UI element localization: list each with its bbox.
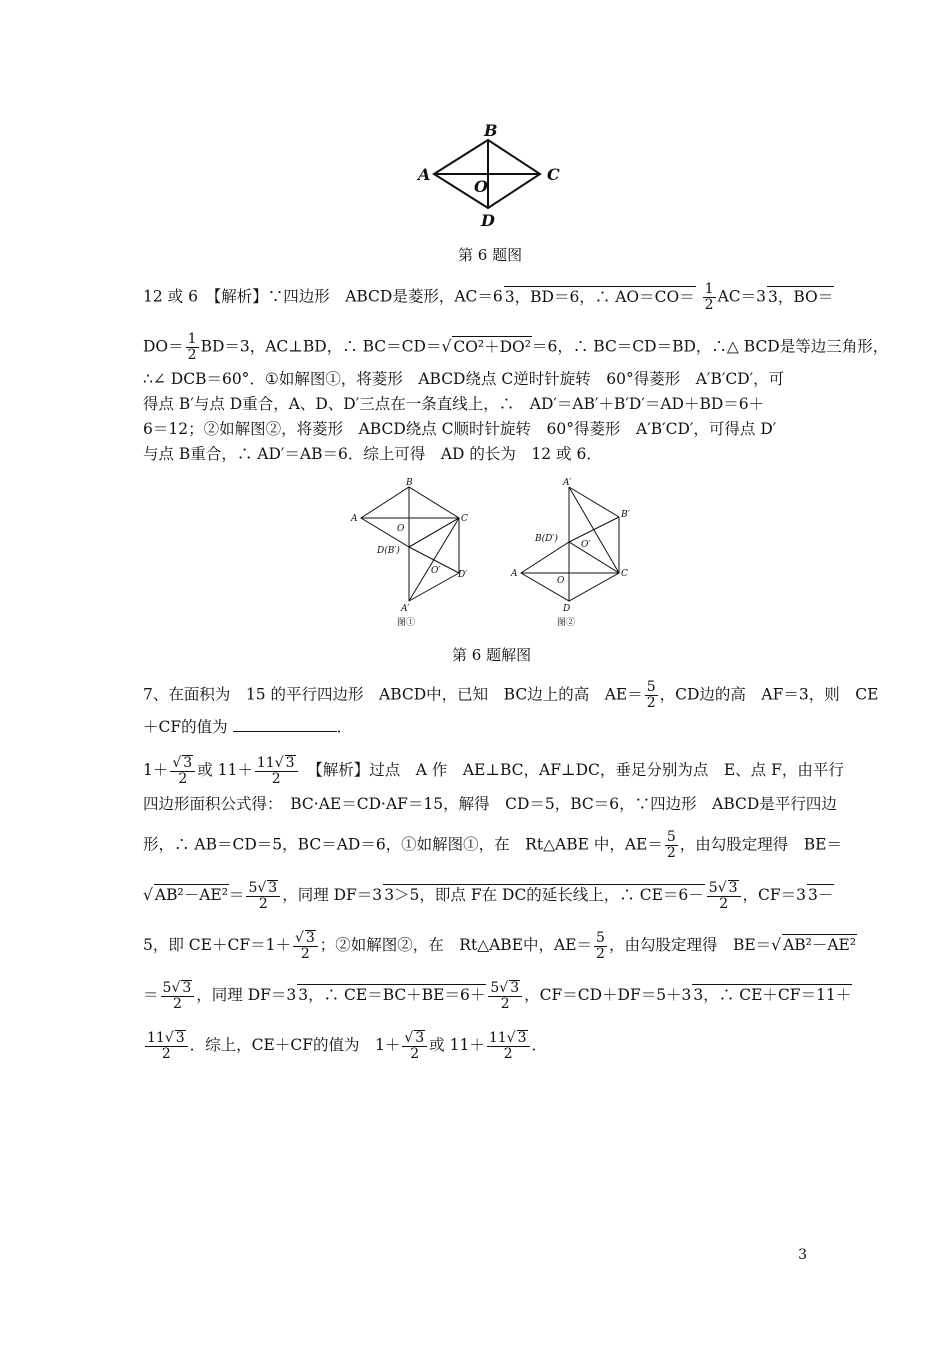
answer-blank (233, 731, 337, 732)
q7-line7: 5，即 CE＋CF＝1＋ $\frac{√ 3}{2}$ ；②如解图②，在 Rt△ABE中，AE＝ $\frac{5}{2}$ ，由勾股定理得 BE＝√ AB²－AE² (143, 929, 857, 962)
caption-fig2: 图② (557, 618, 576, 628)
q6-line6: 与点 B重合，∴ AD′＝AB＝6．综上可得 AD 的长为 12 或 6． (143, 445, 602, 463)
label-A: A (418, 165, 431, 184)
q7-line4: 四边形面积公式得： BC·AE＝CD·AF＝15，解得 CD＝5，BC＝6，∵四边形 ABCD是平行四边 (143, 795, 837, 813)
label-O: O (557, 576, 565, 586)
q6-line1: 12 或 6 【解析】∵四边形 ABCD是菱形，AC＝6 3，BD＝6，∴ AO＝CO＝ $\frac{1}{2}$ AC＝3 3，BO＝ (143, 281, 834, 313)
label-B: B (406, 478, 413, 488)
q7-line1: 7、在面积为 15 的平行四边形 ABCD中，已知 BC边上的高 AE＝ $\frac{5}{2}$ ，CD边的高 AF＝3，则 CE (143, 679, 879, 711)
q7-line9: $\frac{11√ 3}{2}$ ．综上，CE＋CF的值为 1＋ $\frac{√ 3}{2}$ 或 11＋ $\frac{11√ 3}{2}$ ． (147, 1030, 548, 1062)
q6-line5: 6＝12；②如解图②，将菱形 ABCD绕点 C顺时针旋转 60°得菱形 A′B′CD′，可得点 D′ (143, 420, 777, 438)
label-C: C (461, 514, 468, 524)
rhombus-figure (410, 120, 570, 235)
label-BD: B(D′) (535, 534, 558, 544)
label-Op: O′ (581, 540, 591, 550)
label-C: C (621, 569, 628, 579)
label-Op: O′ (431, 566, 441, 576)
q7-line6: √ AB²－AE²＝ $\frac{5√ 3}{2}$ ，同理 DF＝3 3＞5，即点 F在 DC的延长线上，∴ CE＝6－ $\frac{5√ 3}{2}$ ，CF＝3 3－ (143, 880, 834, 912)
label-A: A (351, 514, 358, 524)
q7-line5: 形，∴ AB＝CD＝5，BC＝AD＝6，①如解图①，在 Rt△ABE 中，AE＝ $\frac{5}{2}$ ，由勾股定理得 BE＝ (143, 829, 842, 861)
page-number: 3 (798, 1247, 807, 1263)
label-D: D (563, 604, 571, 614)
solution-figure-1 (345, 475, 475, 635)
label-Bp: B′ (621, 510, 630, 520)
label-O: O (474, 177, 488, 196)
q6-line2: DO＝ $\frac{1}{2}$ BD＝3，AC⊥BD，∴ BC＝CD＝√ CO²＋DO²＝6，∴ BC＝CD＝BD，∴△ BCD是等边三角形， (143, 331, 889, 363)
q6-line4: 得点 B′与点 D重合，A、D、D′三点在一条直线上，∴ AD′＝AB′＋B′D′＝AD＋BD＝6＋ (143, 395, 765, 413)
label-O: O (397, 524, 405, 534)
q7-line8: ＝ $\frac{5√ 3}{2}$ ，同理 DF＝3 3，∴ CE＝BC＋BE＝6＋ $\frac{5√ 3}{2}$ ，CF＝CD＋DF＝5＋3 3，∴ CE＋CF＝11＋ (143, 980, 852, 1012)
figure-caption-1: 第 6 题图 (458, 246, 523, 264)
label-C: C (547, 165, 560, 184)
q7-line2: ＋CF的值为 ． (143, 718, 353, 736)
figure-caption-2: 第 6 题解图 (452, 646, 532, 664)
solution-figure-2 (505, 475, 635, 635)
caption-fig1: 图① (397, 618, 416, 628)
label-Dp: D′ (458, 570, 468, 580)
label-A: A (511, 569, 518, 579)
label-DB: D(B′) (377, 546, 400, 556)
label-D: D (481, 211, 495, 230)
label-Ap: A′ (563, 478, 572, 488)
q6-line3: ∴∠ DCB＝60°．①如解图①，将菱形 ABCD绕点 C逆时针旋转 60°得菱形 A′B′CD′，可 (143, 370, 785, 388)
label-Ap: A′ (401, 604, 410, 614)
label-B: B (484, 121, 498, 140)
fraction: $\frac{1}{2}$ (704, 281, 714, 313)
q7-line3: 1＋ $\frac{√ 3}{2}$ 或 11＋ $\frac{11√ 3}{2}$ 【解析】过点 A 作 AE⊥BC，AF⊥DC，垂足分别为点 E、点 F，由平行 (143, 755, 844, 787)
